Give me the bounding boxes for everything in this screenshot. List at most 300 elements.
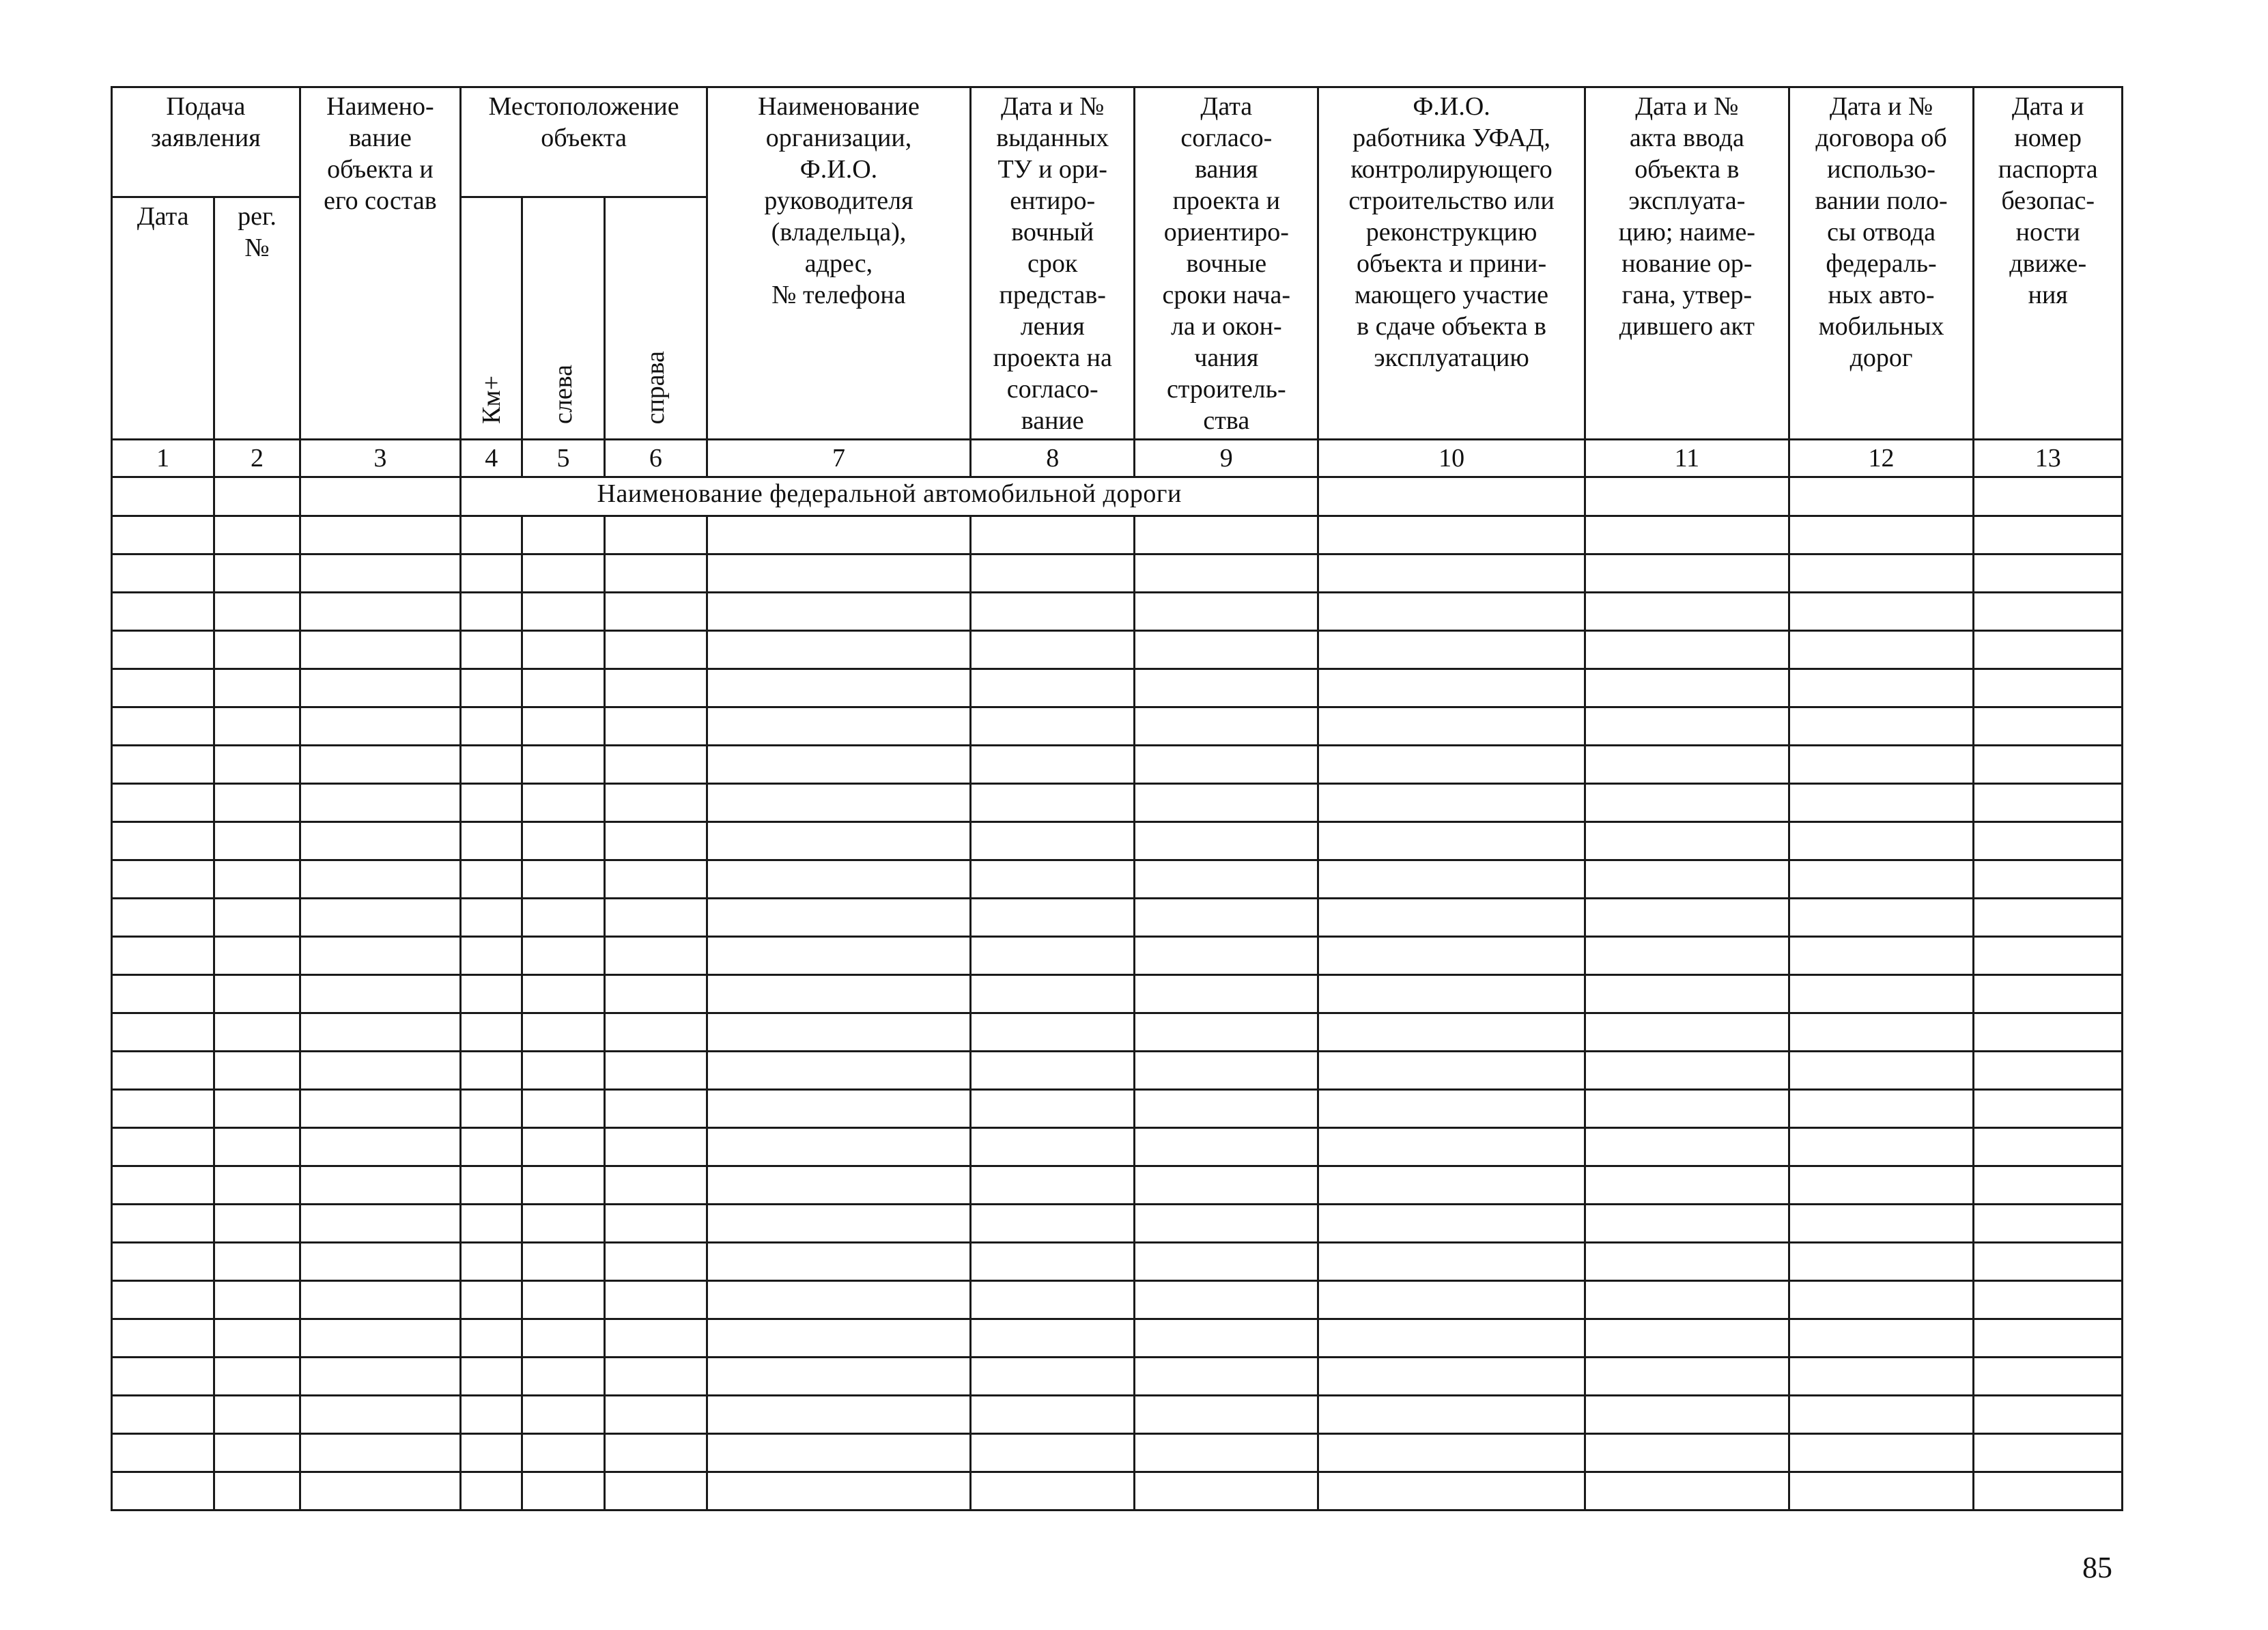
table-cell [214,1128,300,1166]
table-row [112,1281,2123,1319]
header-approval-date: Дата согласо- вания проекта и ориентиро- вочные сроки нача- ла и окон- чания строитель- ства [1135,87,1318,440]
header-date: Дата [112,197,214,440]
table-cell [1318,899,1585,937]
table-cell [300,593,461,631]
table-cell [1585,516,1789,554]
table-cell [461,631,522,669]
table-cell [1974,746,2123,784]
table-cell [300,784,461,822]
table-cell [300,1243,461,1281]
table-cell [1318,784,1585,822]
table-cell [112,937,214,975]
table-cell [1318,1013,1585,1052]
header-tu-date: Дата и № выданных ТУ и ори- ентиро- вочный срок представ- ления проекта на согласо- вание [970,87,1135,440]
table-cell [522,593,604,631]
table-row [112,707,2123,746]
header-contract: Дата и № договора об использо- вании поло- сы отвода федераль- ных авто- мобильных дорог [1789,87,1974,440]
column-number: 6 [604,440,707,477]
column-number: 11 [1585,440,1789,477]
table-cell [1974,1358,2123,1396]
table-cell [1318,593,1585,631]
table-cell [522,707,604,746]
table-cell [1135,822,1318,860]
table-cell [214,899,300,937]
table-cell [1789,554,1974,593]
table-cell [1135,1090,1318,1128]
table-cell [970,1281,1135,1319]
table-cell [707,1281,971,1319]
table-row [112,1319,2123,1358]
table-cell [1974,1013,2123,1052]
table-cell [214,1319,300,1358]
table-cell [707,746,971,784]
table-cell [1974,1472,2123,1510]
table-cell [461,1319,522,1358]
table-cell [522,554,604,593]
table-cell [112,784,214,822]
table-cell [214,631,300,669]
table-cell [300,1052,461,1090]
table-cell [1974,516,2123,554]
table-cell [1135,1319,1318,1358]
column-number: 3 [300,440,461,477]
table-row [112,631,2123,669]
table-row [112,899,2123,937]
table-cell [214,554,300,593]
table-cell [461,1434,522,1472]
table-cell [970,554,1135,593]
column-number: 7 [707,440,971,477]
table-cell [214,1358,300,1396]
table-cell [1585,1205,1789,1243]
table-cell [1135,707,1318,746]
table-row [112,1090,2123,1128]
header-reg-no: рег. № [214,197,300,440]
table-cell [1318,554,1585,593]
table-cell [300,1013,461,1052]
table-cell [970,1358,1135,1396]
table-cell [112,899,214,937]
table-cell [522,975,604,1013]
table-cell [522,1205,604,1243]
table-cell [707,822,971,860]
table-cell [970,860,1135,899]
table-cell [1135,1434,1318,1472]
table-row [112,822,2123,860]
table-cell [707,1472,971,1510]
table-cell [707,516,971,554]
table-cell [970,516,1135,554]
table-cell [214,860,300,899]
table-cell [461,1396,522,1434]
table-cell [1318,1396,1585,1434]
table-cell [1585,1434,1789,1472]
table-cell [604,975,707,1013]
table-cell [300,707,461,746]
table-cell [1318,1052,1585,1090]
table-cell [112,1319,214,1358]
table-cell [707,937,971,975]
table-cell [522,1013,604,1052]
header-km [461,197,522,440]
table-cell [604,1281,707,1319]
table-cell [461,1090,522,1128]
table-cell [1585,669,1789,707]
table-cell [1974,899,2123,937]
table-cell [522,1319,604,1358]
column-number: 10 [1318,440,1585,477]
table-cell [604,1166,707,1205]
table-cell [1318,631,1585,669]
table-cell [1789,784,1974,822]
table-cell [1318,1205,1585,1243]
table-cell [1135,1128,1318,1166]
table-cell [1135,631,1318,669]
table-cell [461,746,522,784]
table-cell [970,669,1135,707]
header-application-group: Подача заявления [112,87,300,197]
table-cell [1974,631,2123,669]
table-cell [1789,1319,1974,1358]
table-cell [1318,1090,1585,1128]
table-cell [1585,1243,1789,1281]
table-cell [461,1358,522,1396]
table-cell [1974,975,2123,1013]
table-cell [300,1090,461,1128]
table-cell [461,707,522,746]
table-cell [112,593,214,631]
table-cell [707,554,971,593]
table-cell [707,1434,971,1472]
table-cell [1974,860,2123,899]
table-cell [522,1090,604,1128]
table-cell [604,631,707,669]
table-cell [300,1128,461,1166]
table-cell [1974,1434,2123,1472]
table-cell [522,1166,604,1205]
table-cell [1318,860,1585,899]
table-cell [214,746,300,784]
table-cell [214,1205,300,1243]
table-cell [300,1358,461,1396]
table-cell [1789,516,1974,554]
table-cell [604,937,707,975]
table-cell [300,975,461,1013]
table-cell [1135,1013,1318,1052]
table-cell [300,1472,461,1510]
table-cell [522,1396,604,1434]
table-cell [522,1128,604,1166]
table-cell [300,1205,461,1243]
table-cell [214,784,300,822]
table-cell [214,669,300,707]
table-cell [112,1281,214,1319]
table-cell [1585,1128,1789,1166]
table-cell [461,784,522,822]
table-row [112,746,2123,784]
table-cell [707,1052,971,1090]
table-cell [1789,1472,1974,1510]
table-cell [1135,669,1318,707]
road-title-row [112,477,2123,516]
table-cell [522,746,604,784]
table-cell [461,1243,522,1281]
table-cell [522,1434,604,1472]
table-cell [1318,669,1585,707]
table-cell [1789,1090,1974,1128]
header-left [522,197,604,440]
road-title: Наименование федеральной автомобильной дороги [461,477,1318,516]
table-cell [1318,1472,1585,1510]
table-cell [604,1052,707,1090]
table-cell [604,784,707,822]
table-cell [970,1052,1135,1090]
table-cell [604,1319,707,1358]
table-cell [1789,593,1974,631]
page-number: 85 [2082,1551,2112,1584]
table-cell [707,1358,971,1396]
table-cell [604,899,707,937]
table-cell [300,937,461,975]
table-cell [1974,937,2123,975]
table-cell [1789,1052,1974,1090]
table-cell [707,860,971,899]
table-cell [707,707,971,746]
table-cell [1974,1396,2123,1434]
table-cell [214,1090,300,1128]
table-cell [461,1205,522,1243]
table-cell [300,631,461,669]
table-cell [461,554,522,593]
table-cell [1789,746,1974,784]
table-cell [522,937,604,975]
table-cell [214,975,300,1013]
table-cell [300,477,461,516]
table-cell [112,1128,214,1166]
table-cell [1585,477,1789,516]
table-row [112,860,2123,899]
table-cell [1135,1358,1318,1396]
header-organization: Наименование организации, Ф.И.О. руководителя (владельца), адрес, № телефона [707,87,971,440]
table-row [112,1434,2123,1472]
table-cell [1974,669,2123,707]
table-cell [112,669,214,707]
table-cell [461,899,522,937]
table-cell [214,1052,300,1090]
table-cell [707,1166,971,1205]
table-cell [970,631,1135,669]
table-cell [214,516,300,554]
table-cell [214,593,300,631]
table-cell [1135,975,1318,1013]
table-cell [604,1358,707,1396]
table-cell [461,516,522,554]
table-cell [970,899,1135,937]
table-row [112,975,2123,1013]
table-cell [1318,1128,1585,1166]
table-row [112,1472,2123,1510]
table-cell [970,822,1135,860]
table-cell [1585,1090,1789,1128]
table-cell [300,860,461,899]
table-cell [707,975,971,1013]
table-cell [1974,1128,2123,1166]
table-cell [1135,1243,1318,1281]
table-cell [522,669,604,707]
table-cell [1135,860,1318,899]
table-cell [1789,975,1974,1013]
table-cell [1585,1052,1789,1090]
table-cell [1585,860,1789,899]
table-cell [112,1166,214,1205]
table-cell [1585,554,1789,593]
table-cell [1585,1281,1789,1319]
header-row-top [112,87,2123,197]
table-cell [970,937,1135,975]
table-cell [461,1052,522,1090]
table-cell [707,1013,971,1052]
table-cell [461,1013,522,1052]
table-cell [1974,554,2123,593]
table-cell [604,1243,707,1281]
column-number: 8 [970,440,1135,477]
table-cell [300,1166,461,1205]
table-cell [604,669,707,707]
table-cell [1789,669,1974,707]
table-cell [1974,1281,2123,1319]
table-cell [1585,937,1789,975]
table-cell [461,1281,522,1319]
table-cell [112,707,214,746]
table-cell [707,1396,971,1434]
table-cell [214,1243,300,1281]
table-cell [1789,1205,1974,1243]
table-cell [970,1472,1135,1510]
table-cell [300,554,461,593]
header-location-group: Местоположение объекта [461,87,707,197]
table-cell [1789,860,1974,899]
table-cell [461,593,522,631]
table-cell [1789,899,1974,937]
column-number: 13 [1974,440,2123,477]
table-row [112,593,2123,631]
table-cell [604,746,707,784]
table-cell [112,554,214,593]
column-number: 5 [522,440,604,477]
table-cell [1135,1472,1318,1510]
table-cell [214,477,300,516]
table-cell [112,1090,214,1128]
table-cell [970,1166,1135,1205]
table-cell [604,1396,707,1434]
table-cell [1585,1472,1789,1510]
table-cell [1318,1319,1585,1358]
header-right [604,197,707,440]
table-cell [970,1013,1135,1052]
table-cell [604,1472,707,1510]
table-row [112,1358,2123,1396]
table-cell [1135,1396,1318,1434]
table-cell [1789,1358,1974,1396]
table-cell [604,554,707,593]
table-cell [300,1396,461,1434]
table-row [112,937,2123,975]
table-cell [1789,1243,1974,1281]
table-cell [1789,1013,1974,1052]
table-cell [1318,516,1585,554]
table-cell [1789,1166,1974,1205]
table-cell [461,1166,522,1205]
table-cell [1135,784,1318,822]
column-number: 1 [112,440,214,477]
table-cell [461,1472,522,1510]
table-cell [604,516,707,554]
table-cell [1789,1128,1974,1166]
table-cell [1318,707,1585,746]
header-right-label: справа [641,350,670,424]
table-cell [1789,822,1974,860]
table-cell [1318,1166,1585,1205]
table-cell [970,1396,1135,1434]
table-cell [1585,1319,1789,1358]
column-number: 9 [1135,440,1318,477]
table-cell [1974,1090,2123,1128]
table-cell [970,784,1135,822]
table-cell [1318,477,1585,516]
column-number: 4 [461,440,522,477]
table-cell [1318,1358,1585,1396]
table-cell [707,1090,971,1128]
table-cell [1789,707,1974,746]
table-cell [1135,1052,1318,1090]
table-cell [1789,477,1974,516]
table-cell [1974,1243,2123,1281]
table-cell [112,1052,214,1090]
table-cell [1135,1166,1318,1205]
header-passport: Дата и номер паспорта безопас- ности движе- ния [1974,87,2123,440]
table-cell [707,593,971,631]
table-cell [604,1205,707,1243]
table-cell [112,1013,214,1052]
table-cell [461,669,522,707]
table-cell [1585,975,1789,1013]
table-cell [214,1281,300,1319]
table-cell [707,784,971,822]
table-cell [461,860,522,899]
table-row [112,1052,2123,1090]
table-cell [604,1434,707,1472]
table-cell [970,975,1135,1013]
table-cell [522,1281,604,1319]
table-cell [1585,593,1789,631]
table-cell [214,1472,300,1510]
table-cell [300,822,461,860]
table-cell [707,1319,971,1358]
table-cell [1135,516,1318,554]
table-cell [522,822,604,860]
table-cell [1789,1281,1974,1319]
table-cell [522,1052,604,1090]
table-cell [112,1205,214,1243]
table-cell [300,1281,461,1319]
table-cell [461,937,522,975]
table-row [112,554,2123,593]
table-cell [604,707,707,746]
table-cell [1585,1396,1789,1434]
table-cell [1318,822,1585,860]
empty-rows [112,516,2123,1510]
table-cell [1318,1243,1585,1281]
